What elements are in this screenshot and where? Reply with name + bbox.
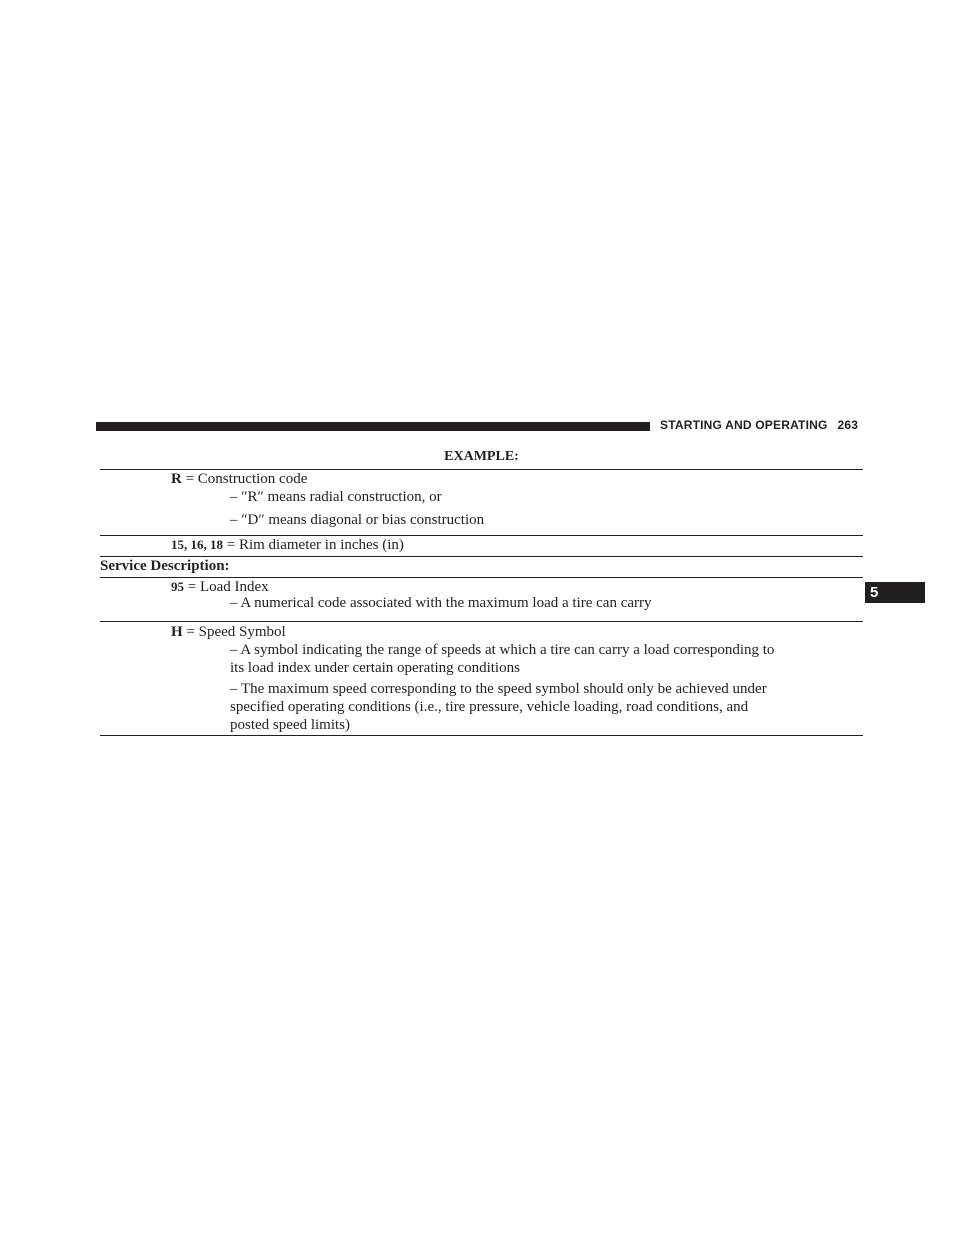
speed-line-1: – A symbol indicating the range of speeds at which a tire can carry a load corresponding to [230, 642, 775, 658]
rim-code: 15, 16, 18 [171, 537, 223, 552]
construction-line-1: – ″R″ means radial construction, or [230, 489, 442, 505]
speed-line-2: its load index under certain operating conditions [230, 660, 520, 676]
speed-label: = Speed Symbol [186, 624, 286, 640]
construction-line-2: – ″D″ means diagonal or bias construction [230, 512, 485, 528]
load-line-1: – A numerical code associated with the maximum load a tire can carry [230, 595, 652, 611]
page-number: 263 [837, 418, 859, 432]
construction-label: = Construction code [185, 471, 308, 487]
speed-line-5: posted speed limits) [230, 717, 350, 733]
construction-row [171, 470, 307, 488]
rim-label: = Rim diameter in inches (in) [226, 537, 404, 553]
speed-line-3: – The maximum speed corresponding to the speed symbol should only be achieved under [230, 681, 767, 697]
load-code: 95 [171, 579, 184, 594]
table-rule [100, 735, 863, 736]
speed-line-4: specified operating conditions (i.e., tire pressure, vehicle loading, road conditions, and [230, 699, 749, 715]
table-rule [100, 621, 863, 622]
table-title: EXAMPLE: [444, 449, 519, 464]
running-header [660, 418, 858, 432]
header-rule [96, 422, 650, 431]
speed-code: H [171, 624, 183, 640]
chapter-tab: 5 [865, 582, 925, 603]
construction-code: R [171, 471, 182, 487]
service-description-heading: Service Description: [100, 558, 230, 574]
speed-row [171, 623, 286, 641]
section-title: STARTING AND OPERATING [660, 418, 828, 432]
rim-row [171, 536, 404, 554]
load-label: = Load Index [187, 579, 269, 595]
